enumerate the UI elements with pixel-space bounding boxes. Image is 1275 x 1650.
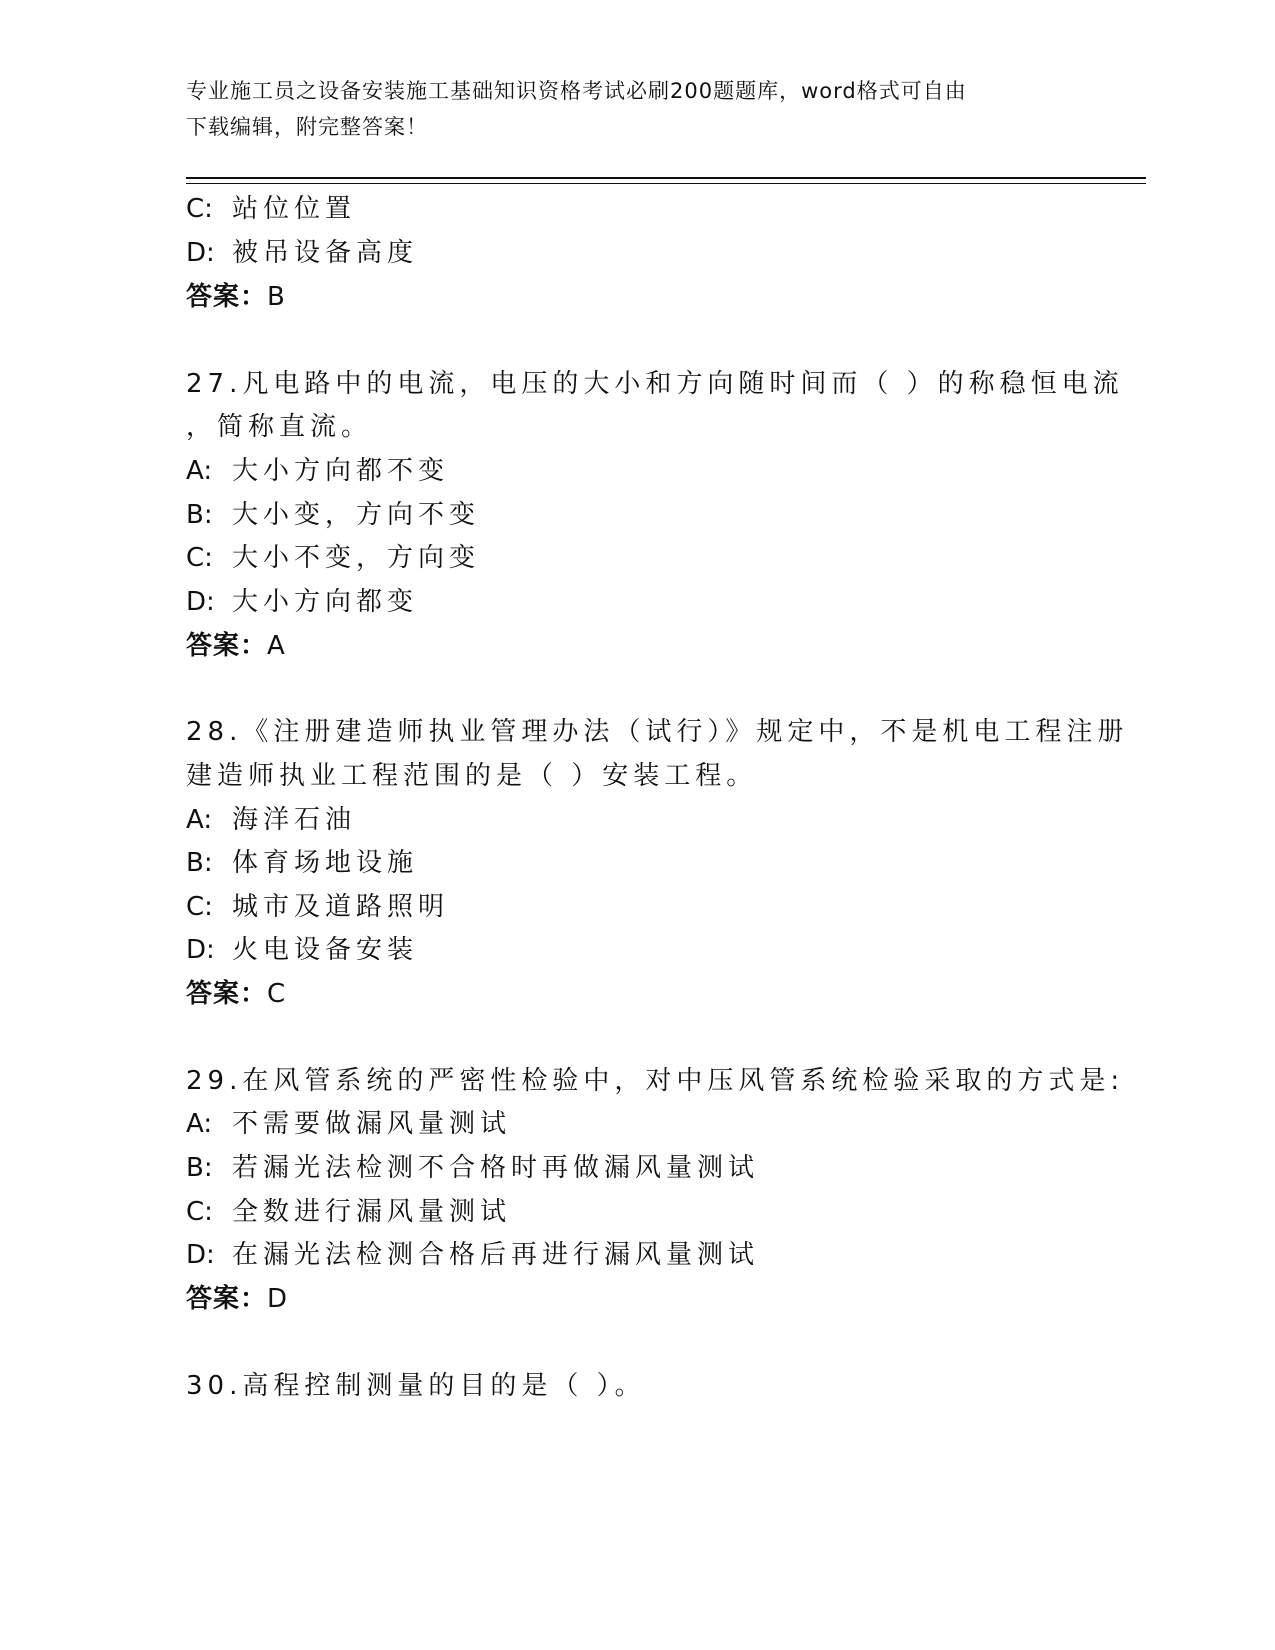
option-d: D: 大小方向都变 bbox=[186, 587, 419, 617]
option-b: B: 若漏光法检测不合格时再做漏风量测试 bbox=[186, 1153, 760, 1183]
option-c: C: 全数进行漏风量测试 bbox=[186, 1197, 512, 1227]
header-divider-thick bbox=[186, 177, 1146, 179]
answer-line: 答案：A bbox=[186, 631, 286, 661]
question-28-line-1: 28.《注册建造师执业管理办法（试行）》规定中，不是机电工程注册 bbox=[186, 717, 1129, 747]
header-line-1: 专业施工员之设备安装施工基础知识资格考试必刷200题题库，word格式可自由 bbox=[186, 79, 967, 103]
option-b: B: 体育场地设施 bbox=[186, 848, 419, 878]
answer-line: 答案：B bbox=[186, 282, 286, 312]
option-d: D: 被吊设备高度 bbox=[186, 238, 419, 268]
option-a: A: 大小方向都不变 bbox=[186, 456, 450, 486]
answer-line: 答案：D bbox=[186, 1284, 289, 1314]
option-d: D: 在漏光法检测合格后再进行漏风量测试 bbox=[186, 1240, 760, 1270]
option-c: C: 大小不变，方向变 bbox=[186, 543, 481, 573]
question-27-line-1: 27.凡电路中的电流，电压的大小和方向随时间而（ ）的称稳恒电流 bbox=[186, 369, 1124, 399]
document-header bbox=[186, 73, 1106, 145]
option-a: A: 海洋石油 bbox=[186, 805, 357, 835]
question-29-line-1: 29.在风管系统的严密性检验中，对中压风管系统检验采取的方式是: bbox=[186, 1066, 1125, 1096]
option-d: D: 火电设备安装 bbox=[186, 935, 419, 965]
question-27-line-2: ，简称直流。 bbox=[186, 412, 373, 442]
question-28-line-2: 建造师执业工程范围的是（ ）安装工程。 bbox=[186, 761, 758, 791]
option-b: B: 大小变，方向不变 bbox=[186, 500, 481, 530]
option-a: A: 不需要做漏风量测试 bbox=[186, 1109, 512, 1139]
header-divider-thin bbox=[186, 183, 1146, 184]
option-c: C: 城市及道路照明 bbox=[186, 892, 450, 922]
answer-line: 答案：C bbox=[186, 979, 287, 1009]
header-line-2: 下载编辑，附完整答案！ bbox=[186, 115, 428, 139]
question-30-line-1: 30.高程控制测量的目的是（ ）。 bbox=[186, 1371, 646, 1401]
option-c: C: 站位位置 bbox=[186, 194, 357, 224]
